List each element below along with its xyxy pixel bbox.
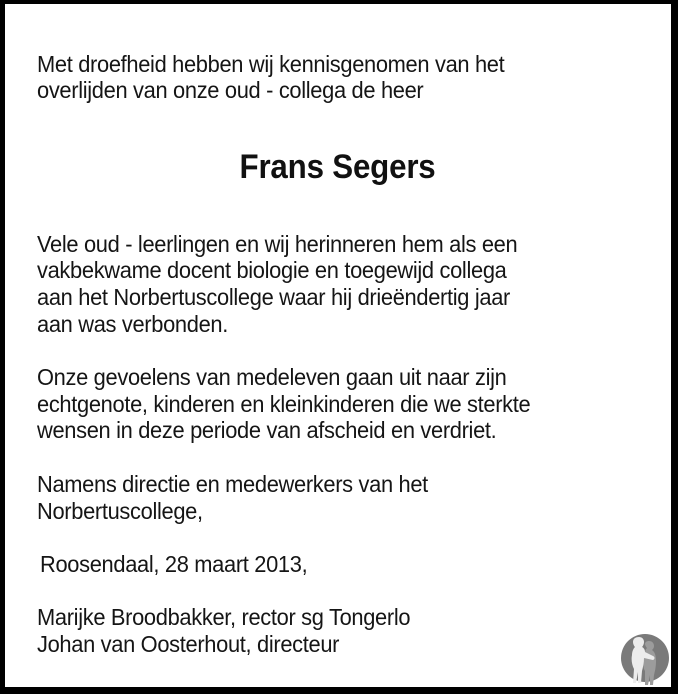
intro-line-2: overlijden van onze oud - collega de heer	[37, 77, 424, 103]
deceased-name	[5, 147, 671, 187]
condolences-line-1: Onze gevoelens van medeleven gaan uit naar zijn	[37, 364, 507, 390]
embracing-figures-icon	[619, 631, 671, 687]
tribute-line-2: vakbekwame docent biologie en toegewijd collega	[37, 257, 507, 283]
obituary-notice	[5, 4, 671, 687]
tribute-line-3: aan het Norbertuscollege waar hij drieëndertig jaar	[37, 284, 511, 310]
intro-line-1: Met droefheid hebben wij kennisgenomen van het	[37, 51, 505, 77]
place-date: Roosendaal, 28 maart 2013,	[40, 551, 308, 577]
condolences-line-2: echtgenote, kinderen en kleinkinderen die we sterkte	[37, 391, 531, 417]
tribute-line-1: Vele oud - leerlingen en wij herinneren hem als een	[37, 231, 518, 257]
condolences-line-3: wensen in deze periode van afscheid en verdriet.	[37, 417, 497, 443]
on-behalf-line-1: Namens directie en medewerkers van het	[37, 471, 428, 497]
signatory-2: Johan van Oosterhout, directeur	[37, 631, 340, 657]
on-behalf-line-2: Norbertuscollege,	[37, 498, 203, 524]
tribute-line-4: aan was verbonden.	[37, 311, 228, 337]
deceased-name-text: Frans Segers	[239, 148, 436, 186]
signatory-1: Marijke Broodbakker, rector sg Tongerlo	[37, 604, 411, 630]
